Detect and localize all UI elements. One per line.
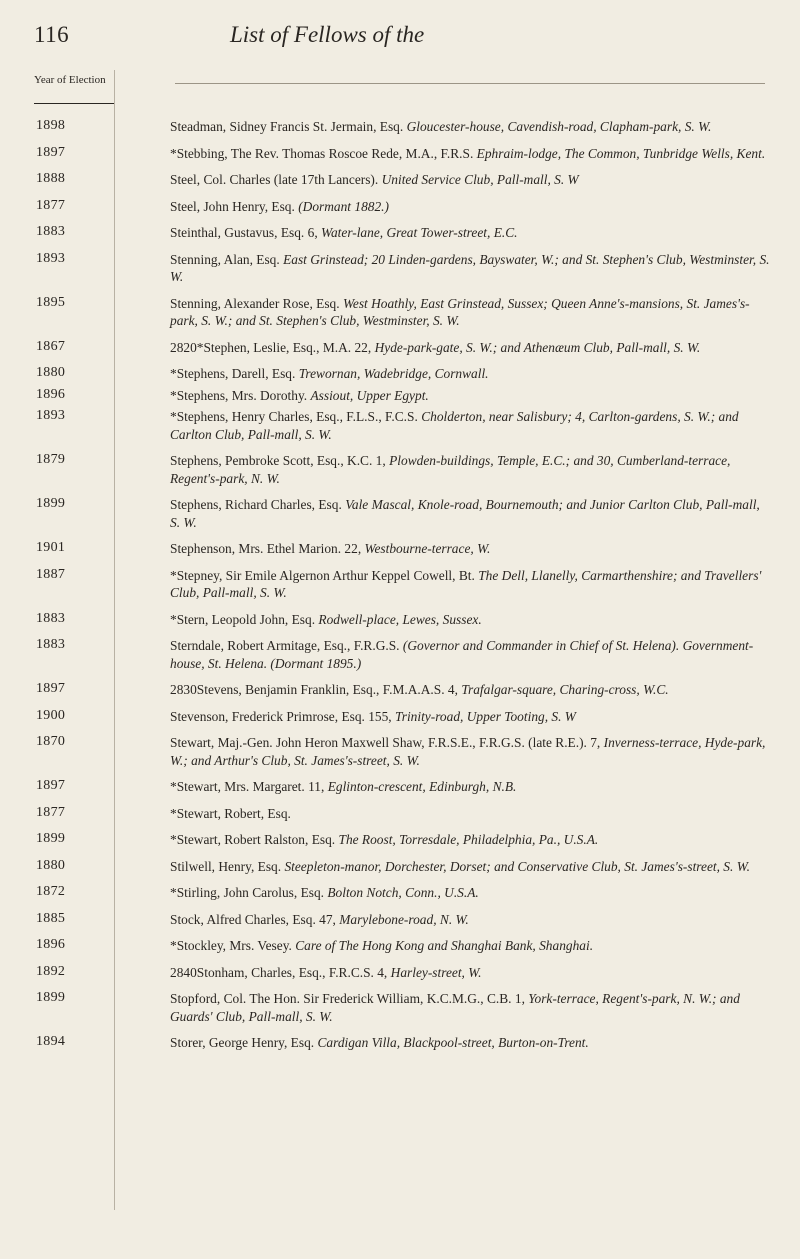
fellow-address: Inverness-terrace, Hyde-park, W.; and Arthur's Club, St. James's-street, S. W. — [170, 735, 766, 768]
election-year: 1880 — [36, 365, 66, 380]
list-item — [0, 805, 800, 823]
fellow-name: Stewart, Maj.-Gen. John Heron Maxwell Shaw, F.R.S.E., F.R.G.S. (late R.E.). 7, — [170, 735, 601, 750]
fellow-name: *Stirling, John Carolus, Esq. — [170, 885, 324, 900]
fellow-address: The Dell, Llanelly, Carmarthenshire; and Travellers' Club, Pall-mall, S. W. — [170, 567, 762, 600]
fellow-entry — [170, 118, 770, 136]
fellow-address: Westbourne-terrace, W. — [364, 541, 491, 556]
election-year: 1877 — [36, 197, 66, 213]
year-column-header: Year of Election — [34, 74, 106, 86]
fellow-entry — [170, 171, 770, 189]
fellow-name: Stilwell, Henry, Esq. — [170, 858, 282, 874]
fellow-entry — [170, 708, 770, 726]
election-year: 1883 — [36, 610, 66, 626]
fellow-entry — [170, 611, 770, 629]
election-year: 1880 — [36, 857, 66, 873]
list-item — [0, 145, 800, 163]
column-header-rule — [34, 103, 114, 104]
list-item — [0, 831, 800, 849]
list-item — [0, 778, 800, 796]
fellow-address: York-terrace, Regent's-park, N. W.; and Guards' Club, Pall-mall, S. W. — [170, 991, 740, 1024]
list-item — [0, 365, 800, 383]
fellow-address: Care of The Hong Kong and Shanghai Bank, Shanghai. — [295, 938, 594, 953]
fellow-address: Assiout, Upper Egypt. — [310, 387, 429, 403]
fellow-entry — [170, 858, 770, 876]
fellow-name: Steel, Col. Charles (late 17th Lancers). — [170, 172, 379, 187]
fellows-list — [0, 118, 800, 1061]
fellow-name: Stephens, Richard Charles, Esq. — [170, 497, 342, 512]
list-item — [0, 224, 800, 242]
fellow-entry — [170, 831, 770, 849]
fellow-name: Stenning, Alan, Esq. — [170, 251, 280, 267]
election-year: 1899 — [36, 990, 66, 1005]
election-year: 1879 — [36, 452, 66, 467]
fellow-address: (Governor and Commander in Chief of St. Helena). Government-house, St. Helena. (Dormant 1895.) — [170, 638, 754, 671]
election-year: 1893 — [36, 408, 66, 423]
election-year: 1898 — [36, 118, 66, 133]
fellow-address: Water-lane, Great Tower-street, E.C. — [321, 225, 518, 240]
fellow-name: Stock, Alfred Charles, Esq. 47, — [170, 911, 336, 927]
fellow-entry — [170, 964, 770, 982]
page-header — [34, 22, 766, 62]
fellow-entry — [170, 540, 770, 558]
list-item — [0, 171, 800, 189]
fellow-address: Trinity-road, Upper Tooting, S. W — [395, 708, 576, 724]
fellow-name: Steinthal, Gustavus, Esq. 6, — [170, 225, 318, 240]
fellow-entry — [170, 452, 770, 487]
fellow-address: West Hoathly, East Grinstead, Sussex; Queen Anne's-mansions, St. James's-park, S. W.; and St. Stephen's Club, Westminster, S. W. — [170, 295, 750, 328]
election-year: 1899 — [36, 831, 66, 846]
fellow-name: Steel, John Henry, Esq. — [170, 198, 295, 214]
fellow-name: *Stephens, Mrs. Dorothy. — [170, 387, 308, 403]
fellow-address: Cardigan Villa, Blackpool-street, Burton-on-Trent. — [317, 1035, 589, 1050]
election-year: 1867 — [36, 338, 66, 354]
fellow-name: *Stepney, Sir Emile Algernon Arthur Keppel Cowell, Bt. — [170, 567, 475, 583]
fellow-entry — [170, 496, 770, 531]
fellow-address: Harley-street, W. — [390, 964, 482, 980]
fellow-entry — [170, 408, 770, 443]
election-year: 1870 — [36, 734, 66, 749]
election-year: 1872 — [36, 884, 66, 899]
fellow-address: Gloucester-house, Cavendish-road, Clapham-park, S. W. — [406, 119, 712, 134]
fellow-entry — [170, 387, 770, 405]
fellow-address: Plowden-buildings, Temple, E.C.; and 30, Cumberland-terrace, Regent's-park, N. W. — [170, 453, 731, 486]
election-year: 1894 — [36, 1034, 66, 1049]
fellow-name: *Stebbing, The Rev. Thomas Roscoe Rede, M.A., F.R.S. — [170, 145, 474, 161]
fellow-name: Stephens, Pembroke Scott, Esq., K.C. 1, — [170, 453, 386, 468]
fellow-entry — [170, 251, 770, 286]
election-year: 1896 — [36, 937, 66, 952]
fellow-address: Eglinton-crescent, Edinburgh, N.B. — [327, 779, 517, 794]
fellow-name: Stenning, Alexander Rose, Esq. — [170, 295, 340, 311]
fellow-entry — [170, 778, 770, 796]
list-item — [0, 496, 800, 531]
fellow-address: Ephraim-lodge, The Common, Tunbridge Wells, Kent. — [476, 145, 766, 161]
fellow-address: The Roost, Torresdale, Philadelphia, Pa., U.S.A. — [338, 832, 599, 847]
fellow-address: Hyde-park-gate, S. W.; and Athenæum Club, Pall-mall, S. W. — [374, 339, 701, 355]
list-item — [0, 858, 800, 876]
list-item — [0, 251, 800, 286]
list-item — [0, 1034, 800, 1052]
election-year: 1899 — [36, 496, 66, 511]
fellow-entry — [170, 805, 770, 823]
list-item — [0, 734, 800, 769]
list-item — [0, 884, 800, 902]
fellow-address: United Service Club, Pall-mall, S. W — [381, 172, 579, 187]
list-item — [0, 198, 800, 216]
top-rule — [175, 83, 765, 84]
fellow-entry — [170, 681, 770, 699]
fellow-entry — [170, 224, 770, 242]
fellow-address: Cholderton, near Salisbury; 4, Carlton-gardens, S. W.; and Carlton Club, Pall-mall, S. W. — [170, 409, 739, 442]
fellow-entry — [170, 567, 770, 602]
fellow-name: Steadman, Sidney Francis St. Jermain, Esq. — [170, 119, 404, 134]
fellow-entry — [170, 734, 770, 769]
fellow-address: Vale Mascal, Knole-road, Bournemouth; and Junior Carlton Club, Pall-mall, S. W. — [170, 497, 760, 530]
fellow-address: Rodwell-place, Lewes, Sussex. — [318, 611, 482, 627]
fellow-entry — [170, 911, 770, 929]
fellow-entry — [170, 145, 770, 163]
election-year: 1897 — [36, 144, 66, 160]
election-year: 1887 — [36, 566, 66, 582]
fellow-name: *Stewart, Mrs. Margaret. 11, — [170, 779, 325, 794]
running-head: List of Fellows of the — [230, 22, 425, 47]
election-year: 1883 — [36, 637, 66, 652]
list-item — [0, 611, 800, 629]
election-year: 1892 — [36, 963, 66, 979]
fellow-name: 2840Stonham, Charles, Esq., F.R.C.S. 4, — [170, 964, 388, 980]
list-item — [0, 452, 800, 487]
list-item — [0, 118, 800, 136]
fellow-name: 2820*Stephen, Leslie, Esq., M.A. 22, — [170, 339, 372, 355]
fellow-name: *Stephens, Darell, Esq. — [170, 366, 296, 381]
list-item — [0, 911, 800, 929]
election-year: 1901 — [36, 540, 66, 555]
fellow-name: Stevenson, Frederick Primrose, Esq. 155, — [170, 708, 392, 724]
fellow-name: Storer, George Henry, Esq. — [170, 1035, 315, 1050]
election-year: 1883 — [36, 224, 66, 239]
list-item — [0, 295, 800, 330]
election-year: 1885 — [36, 910, 66, 926]
election-year: 1897 — [36, 681, 66, 696]
fellow-address: East Grinstead; 20 Linden-gardens, Bayswater, W.; and St. Stephen's Club, Westminster, S. W. — [170, 251, 770, 284]
list-item — [0, 408, 800, 443]
fellow-name: Sterndale, Robert Armitage, Esq., F.R.G.S. — [170, 638, 400, 653]
fellow-address: (Dormant 1882.) — [298, 198, 389, 214]
fellow-entry — [170, 198, 770, 216]
fellow-name: Stopford, Col. The Hon. Sir Frederick William, K.C.M.G., C.B. 1, — [170, 991, 525, 1006]
fellow-name: *Stern, Leopold John, Esq. — [170, 611, 316, 627]
fellow-address: Bolton Notch, Conn., U.S.A. — [327, 885, 479, 900]
list-item — [0, 567, 800, 602]
list-item — [0, 387, 800, 405]
election-year: 1888 — [36, 171, 66, 186]
fellow-entry — [170, 637, 770, 672]
list-item — [0, 937, 800, 955]
fellow-address: Steepleton-manor, Dorchester, Dorset; and Conservative Club, St. James's-street, S. W. — [284, 858, 750, 874]
fellow-name: *Stockley, Mrs. Vesey. — [170, 938, 292, 953]
page-number: 116 — [34, 22, 70, 47]
list-item — [0, 637, 800, 672]
election-year: 1877 — [36, 804, 66, 820]
fellow-address: Trafalgar-square, Charing-cross, W.C. — [461, 682, 669, 697]
election-year: 1895 — [36, 294, 66, 310]
list-item — [0, 540, 800, 558]
fellow-entry — [170, 884, 770, 902]
fellow-name: *Stewart, Robert Ralston, Esq. — [170, 832, 336, 847]
election-year: 1896 — [36, 386, 66, 402]
fellow-entry — [170, 990, 770, 1025]
fellow-address: Marylebone-road, N. W. — [339, 911, 469, 927]
fellow-name: *Stephens, Henry Charles, Esq., F.L.S., F.C.S. — [170, 409, 418, 424]
list-item — [0, 339, 800, 357]
fellow-name: *Stewart, Robert, Esq. — [170, 805, 291, 821]
fellow-entry — [170, 1034, 770, 1052]
fellow-entry — [170, 339, 770, 357]
election-year: 1900 — [36, 707, 66, 723]
fellow-address: Trewornan, Wadebridge, Cornwall. — [298, 366, 489, 381]
list-item — [0, 708, 800, 726]
election-year: 1893 — [36, 250, 66, 266]
fellow-name: 2830Stevens, Benjamin Franklin, Esq., F.M.A.A.S. 4, — [170, 682, 458, 697]
list-item — [0, 681, 800, 699]
fellow-entry — [170, 365, 770, 383]
fellow-name: Stephenson, Mrs. Ethel Marion. 22, — [170, 541, 362, 556]
list-item — [0, 990, 800, 1025]
list-item — [0, 964, 800, 982]
fellow-entry — [170, 295, 770, 330]
election-year: 1897 — [36, 778, 66, 793]
fellow-entry — [170, 937, 770, 955]
